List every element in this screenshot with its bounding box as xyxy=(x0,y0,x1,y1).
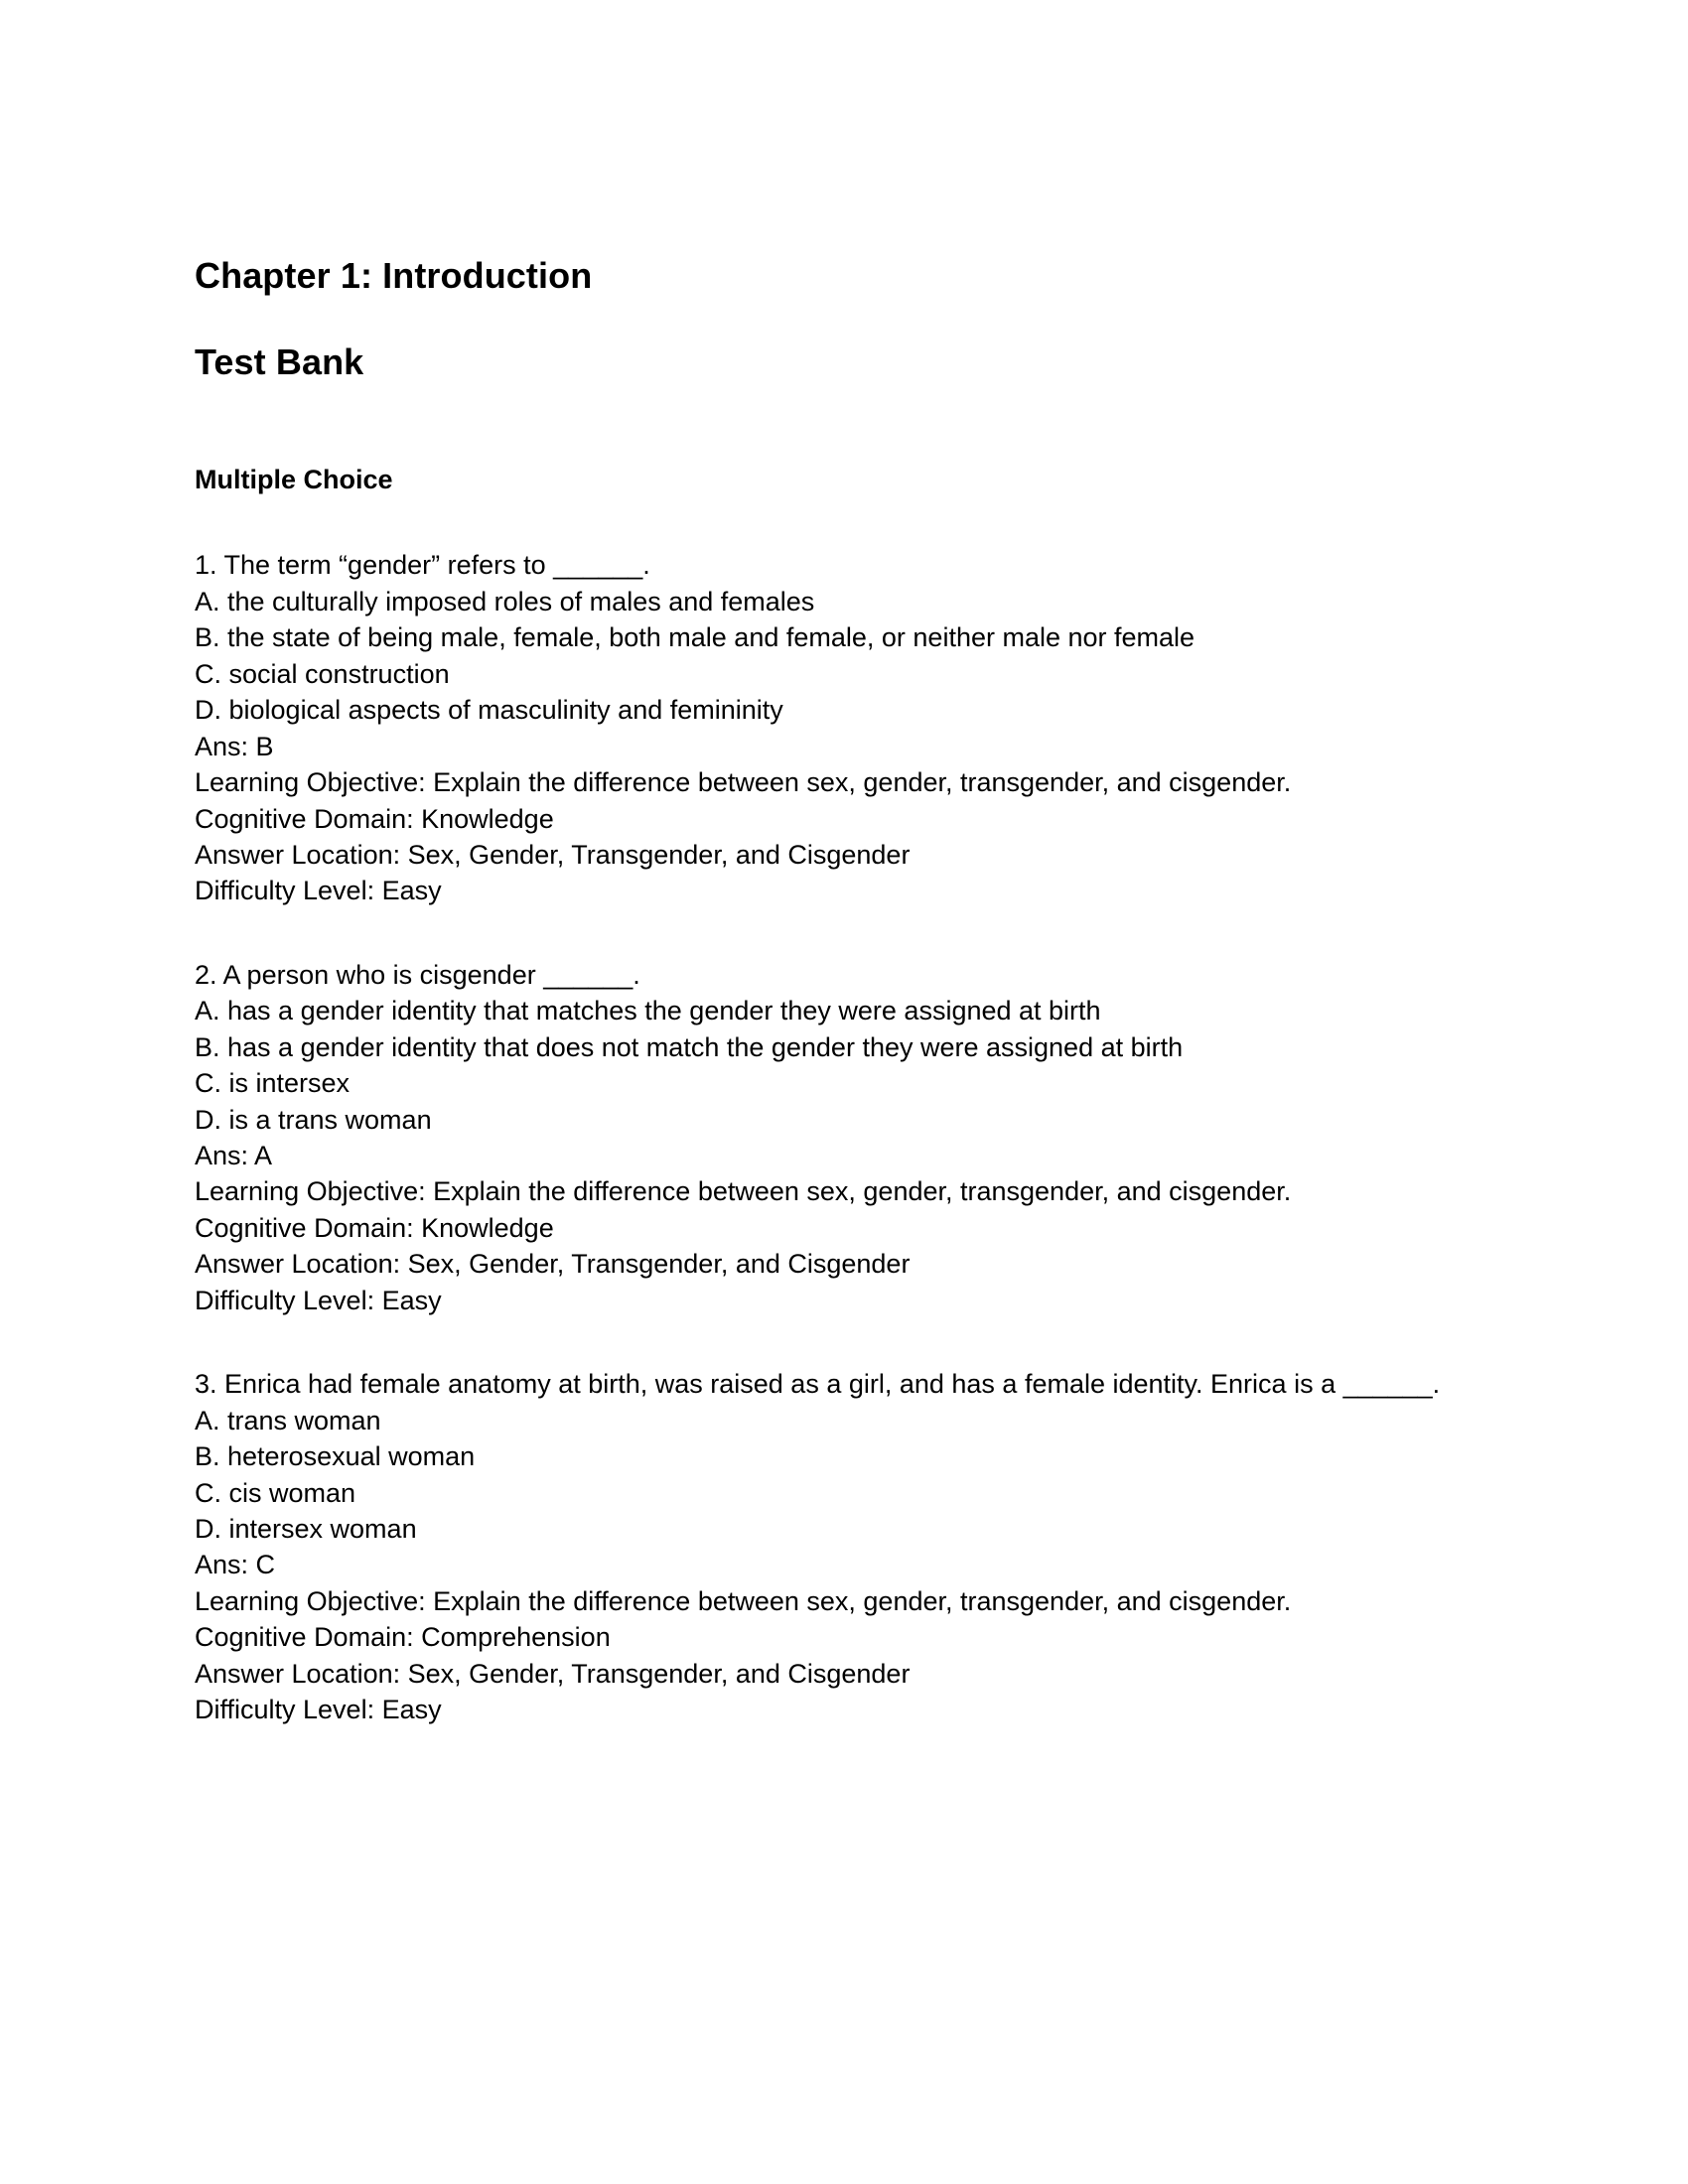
page-title: Chapter 1: Introduction xyxy=(195,255,593,296)
question-answer-location: Answer Location: Sex, Gender, Transgender, and Cisgender xyxy=(195,1658,911,1689)
question-stem: 3. Enrica had female anatomy at birth, was raised as a girl, and has a female identity. Enrica is a ______. xyxy=(195,1369,1441,1400)
question-stem: 2. A person who is cisgender ______. xyxy=(195,959,640,990)
question-answer: Ans: B xyxy=(195,731,274,761)
question-option-c: C. is intersex xyxy=(195,1068,351,1099)
question-cognitive-domain: Cognitive Domain: Comprehension xyxy=(195,1622,611,1653)
question-difficulty-level: Difficulty Level: Easy xyxy=(195,1695,442,1725)
question-difficulty-level: Difficulty Level: Easy xyxy=(195,876,442,906)
question-option-b: B. the state of being male, female, both male and female, or neither male nor female xyxy=(195,622,1196,653)
question-learning-objective: Learning Objective: Explain the difference between sex, gender, transgender, and cisgender. xyxy=(195,1585,1292,1616)
question-option-b: B. heterosexual woman xyxy=(195,1441,476,1472)
question-answer-location: Answer Location: Sex, Gender, Transgender, and Cisgender xyxy=(195,839,911,870)
question-option-d: D. intersex woman xyxy=(195,1513,417,1544)
question-stem: 1. The term “gender” refers to ______. xyxy=(195,550,650,581)
question-item xyxy=(195,1366,1489,1727)
question-option-a: A. trans woman xyxy=(195,1405,381,1435)
question-option-d: D. biological aspects of masculinity and femininity xyxy=(195,695,783,726)
question-learning-objective: Learning Objective: Explain the difference between sex, gender, transgender, and cisgender. xyxy=(195,767,1292,798)
question-answer: Ans: A xyxy=(195,1141,273,1170)
question-answer: Ans: C xyxy=(195,1550,276,1580)
question-option-c: C. social construction xyxy=(195,658,450,689)
question-option-a: A. has a gender identity that matches the gender they were assigned at birth xyxy=(195,996,1101,1026)
page-subtitle: Test Bank xyxy=(195,341,364,382)
question-learning-objective: Learning Objective: Explain the difference between sex, gender, transgender, and cisgender. xyxy=(195,1176,1292,1207)
question-cognitive-domain: Cognitive Domain: Knowledge xyxy=(195,1212,554,1243)
question-answer-location: Answer Location: Sex, Gender, Transgender, and Cisgender xyxy=(195,1249,911,1280)
question-option-b: B. has a gender identity that does not match the gender they were assigned at birth xyxy=(195,1031,1184,1062)
question-difficulty-level: Difficulty Level: Easy xyxy=(195,1285,442,1315)
question-cognitive-domain: Cognitive Domain: Knowledge xyxy=(195,803,554,834)
question-option-d: D. is a trans woman xyxy=(195,1104,432,1135)
question-item xyxy=(195,957,1489,1318)
question-option-c: C. cis woman xyxy=(195,1477,356,1508)
section-heading-multiple-choice: Multiple Choice xyxy=(195,465,393,494)
question-item xyxy=(195,547,1489,908)
question-option-a: A. the culturally imposed roles of males and females xyxy=(195,586,815,616)
